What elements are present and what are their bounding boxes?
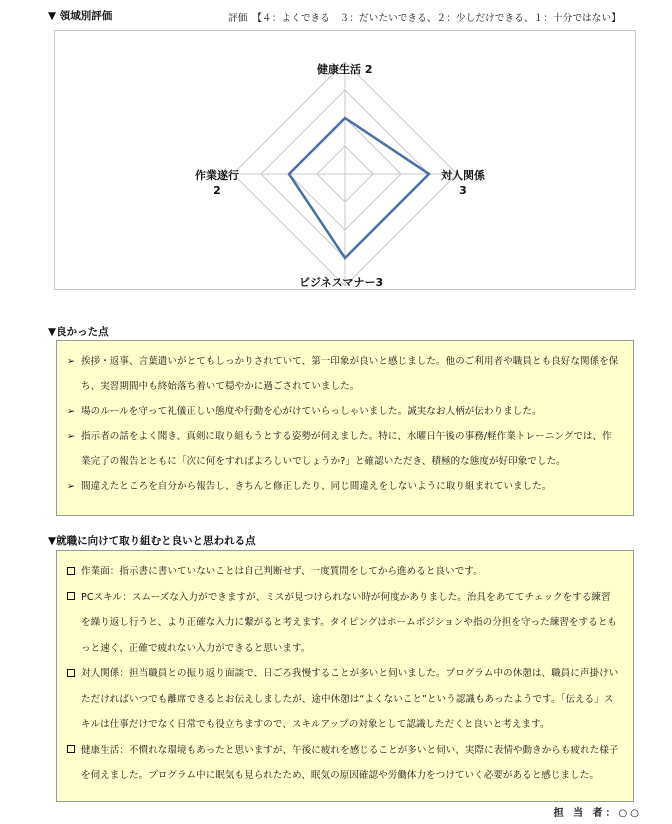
arrow-bullet-icon: ➢ [66,481,76,492]
section-title-domain: ▼ 領域別評価 [48,10,113,22]
axis-health-name: 健康生活 [317,63,361,76]
improve-point-item: PCスキル：スムーズな入力ができますが、ミスが見つけられない時が何度かありました。治具をあててチェックをする練習を繰り返し行うと、より正確な入力に繋がると考えます。タイピングはホームポジションや指の分担を守った練習をするともっと速く、正確で疲れない入力ができると思います。 [65,585,619,662]
axis-health-value: 2 [364,63,373,76]
axis-interpersonal-name: 対人関係 [441,169,485,182]
improve-point-item: 対人関係：担当職員との振り返り面談で、日ごろ我慢することが多いと伺いました。プログラム中の休憩は、職員に声掛けいただければいつでも離席できるとお伝えしましたが、途中休憩は“よくないこと”という認識もあったようです。「伝える」スキルは仕事だけでなく日常でも役立ちますので、スキルアップの対象として認識しただくと良いと考えます。 [65,661,619,738]
rating-legend-label: 評価 [228,13,248,24]
square-bullet-icon [65,585,77,611]
improve-points-box [56,550,634,802]
good-point-item: ➢ 場のルールを守って礼儀正しい態度や行動を心がけていらっしゃいました。誠実なお人柄が伝わりました。 [65,399,619,424]
axis-label-interpersonal [441,167,485,197]
radar-chart-frame [54,30,636,290]
rating-legend [228,10,621,24]
axis-label-work [195,167,239,197]
axis-work-value: 2 [213,184,221,197]
improve-point-item: 作業面：指示書に書いていないことは自己判断せず、一度質問をしてから進めると良いです。 [65,559,619,585]
arrow-bullet-icon: ➢ [66,431,76,442]
staff-in-charge: 担 当 者：○○ [553,808,642,819]
section-title-improve: ▼就職に向けて取り組むと良いと思われる点 [48,535,256,547]
rating-legend-scale: 【４：よくできる ３：だいたいできる、２：少しだけできる、１：十分ではない】 [257,13,621,24]
axis-interpersonal-value: 3 [459,184,467,197]
arrow-bullet-icon: ➢ [66,406,76,417]
axis-work-name: 作業遂行 [195,169,239,182]
good-point-item: ➢ 間違えたところを自分から報告し、きちんと修正したり、同じ間違えをしないように取り組まれていました。 [65,474,619,499]
section-title-good: ▼良かった点 [48,326,109,338]
axis-label-manners [299,274,383,290]
arrow-bullet-icon: ➢ [66,356,76,367]
good-point-item: ➢ 挨拶・返事、言葉遣いがとてもしっかりされていて、第一印象が良いと感じました。他のご利用者や職員とも良好な関係を保ち、実習期間中も終始落ち着いて穏やかに過ごされていました。 [65,349,619,399]
square-bullet-icon [65,559,77,585]
axis-manners-value: 3 [375,276,384,289]
good-point-item: ➢ 指示者の話をよく聞き、真剣に取り組もうとする姿勢が伺えました。特に、水曜日午後の事務/軽作業トレーニングでは、作業完了の報告とともに「次に何をすればよろしいでしょうか?」と確認いただき、積極的な態度が好印象でした。 [65,424,619,474]
square-bullet-icon [65,661,77,687]
axis-manners-name: ビジネスマナー [299,276,376,289]
square-bullet-icon [65,738,77,764]
improve-point-item: 健康生活：不慣れな環境もあったと思いますが、午後に疲れを感じることが多いと伺い、実際に表情や動きからも疲れた様子を伺えました。プログラム中に眠気も見られたため、眠気の原因確認や労働体力をつけていく必要があると感じました。 [65,738,619,789]
axis-label-health [317,61,373,77]
good-points-box [56,340,634,516]
